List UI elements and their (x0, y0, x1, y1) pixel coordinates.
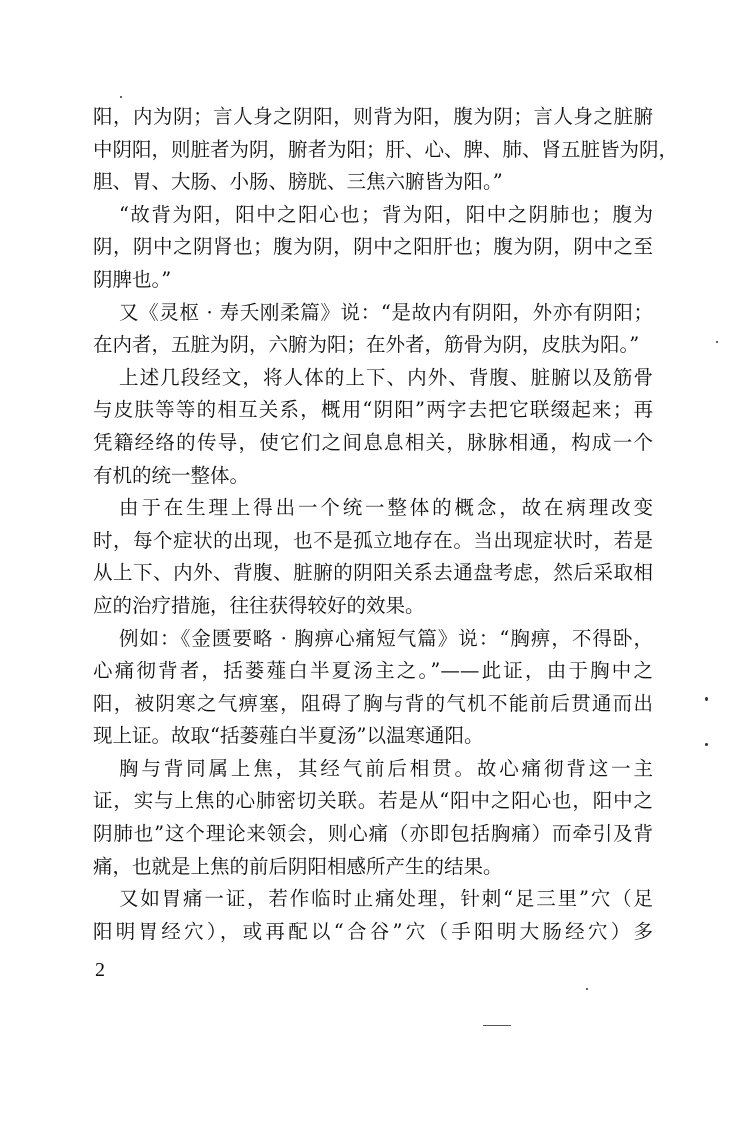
text-line: 阳，内为阴；言人身之阴阳，则背为阳，腹为阴；言人身之脏腑 (93, 105, 653, 128)
text-line: 阳明胃经穴），或再配以“合谷”穴（手阳明大肠经穴）多 (93, 919, 653, 943)
scan-speck (716, 341, 718, 343)
paragraph (93, 753, 653, 883)
text-line: 又如胃痛一证，若作临时止痛处理，针刺“足三里”穴（足 (119, 887, 653, 911)
text-line: 例如：《金匮要略 · 胸痹心痛短气篇》说：“胸痹，不得卧， (119, 626, 653, 650)
paragraph (93, 492, 653, 622)
scan-mark (483, 1025, 511, 1026)
text-line: 由于在生理上得出一个统一整体的概念，故在病理改变 (119, 496, 653, 520)
text-line: 心痛彻背者，括蒌薤白半夏汤主之。”——此证，由于胸中之 (93, 659, 653, 683)
text-line: 阳，被阴寒之气痹塞，阻碍了胸与背的气机不能前后贯通而出 (93, 691, 653, 715)
text-line: 证，实与上焦的心肺密切关联。若是从“阳中之阳心也，阳中之 (93, 789, 653, 813)
paragraph (93, 883, 653, 948)
text-line: 凭籍经络的传导，使它们之间息息相关，脉脉相通，构成一个 (93, 430, 653, 454)
paragraph (93, 199, 653, 297)
text-line: 有机的统一整体。 (93, 463, 250, 487)
text-line: 中阴阳，则脏者为阴，腑者为阳；肝、心、脾、肺、肾五脏皆为阴， (93, 137, 679, 161)
text-line: 又《灵枢 · 寿夭刚柔篇》说：“是故内有阴阳，外亦有阴阳； (119, 300, 653, 324)
text-line: 阴脾也。” (93, 267, 172, 291)
scan-speck (705, 697, 708, 701)
scan-speck (120, 96, 122, 98)
text-line: 现上证。故取“括蒌薤白半夏汤”以温寒通阳。 (93, 724, 484, 748)
scan-speck (705, 743, 708, 746)
text-line: 时，每个症状的出现，也不是孤立地存在。当出现症状时，若是 (93, 528, 653, 552)
paragraph (93, 101, 679, 199)
page-number: 2 (95, 959, 105, 981)
text-line: 痛，也就是上焦的前后阴阳相感所产生的结果。 (93, 854, 503, 878)
text-line: 在内者，五脏为阴，六腑为阳；在外者，筋骨为阴，皮肤为阳。” (93, 333, 640, 357)
paragraph (93, 623, 653, 753)
paragraph (93, 297, 653, 362)
text-line: 阴，阴中之阴肾也；腹为阴，阴中之阳肝也；腹为阴，阴中之至 (93, 235, 653, 259)
text-line: 与皮肤等等的相互关系，概用“阴阳”两字去把它联缀起来；再 (93, 398, 653, 422)
text-line: 胆、胃、大肠、小肠、膀胱、三焦六腑皆为阳。” (93, 170, 503, 194)
text-line: 从上下、内外、背腹、脏腑的阴阳关系去通盘考虑，然后采取相 (93, 561, 653, 585)
body-text (93, 101, 679, 948)
text-line: “故背为阳，阳中之阳心也；背为阳，阳中之阴肺也；腹为 (119, 202, 653, 226)
text-line: 阴肺也”这个理论来领会，则心痛（亦即包括胸痛）而牵引及背 (93, 822, 653, 846)
paragraph (93, 362, 653, 492)
text-line: 胸与背同属上焦，其经气前后相贯。故心痛彻背这一主 (119, 756, 653, 780)
scan-speck (586, 988, 588, 990)
text-line: 上述几段经文，将人体的上下、内外、背腹、脏腑以及筋骨 (119, 365, 653, 389)
text-line: 应的治疗措施，往往获得较好的效果。 (93, 593, 425, 617)
